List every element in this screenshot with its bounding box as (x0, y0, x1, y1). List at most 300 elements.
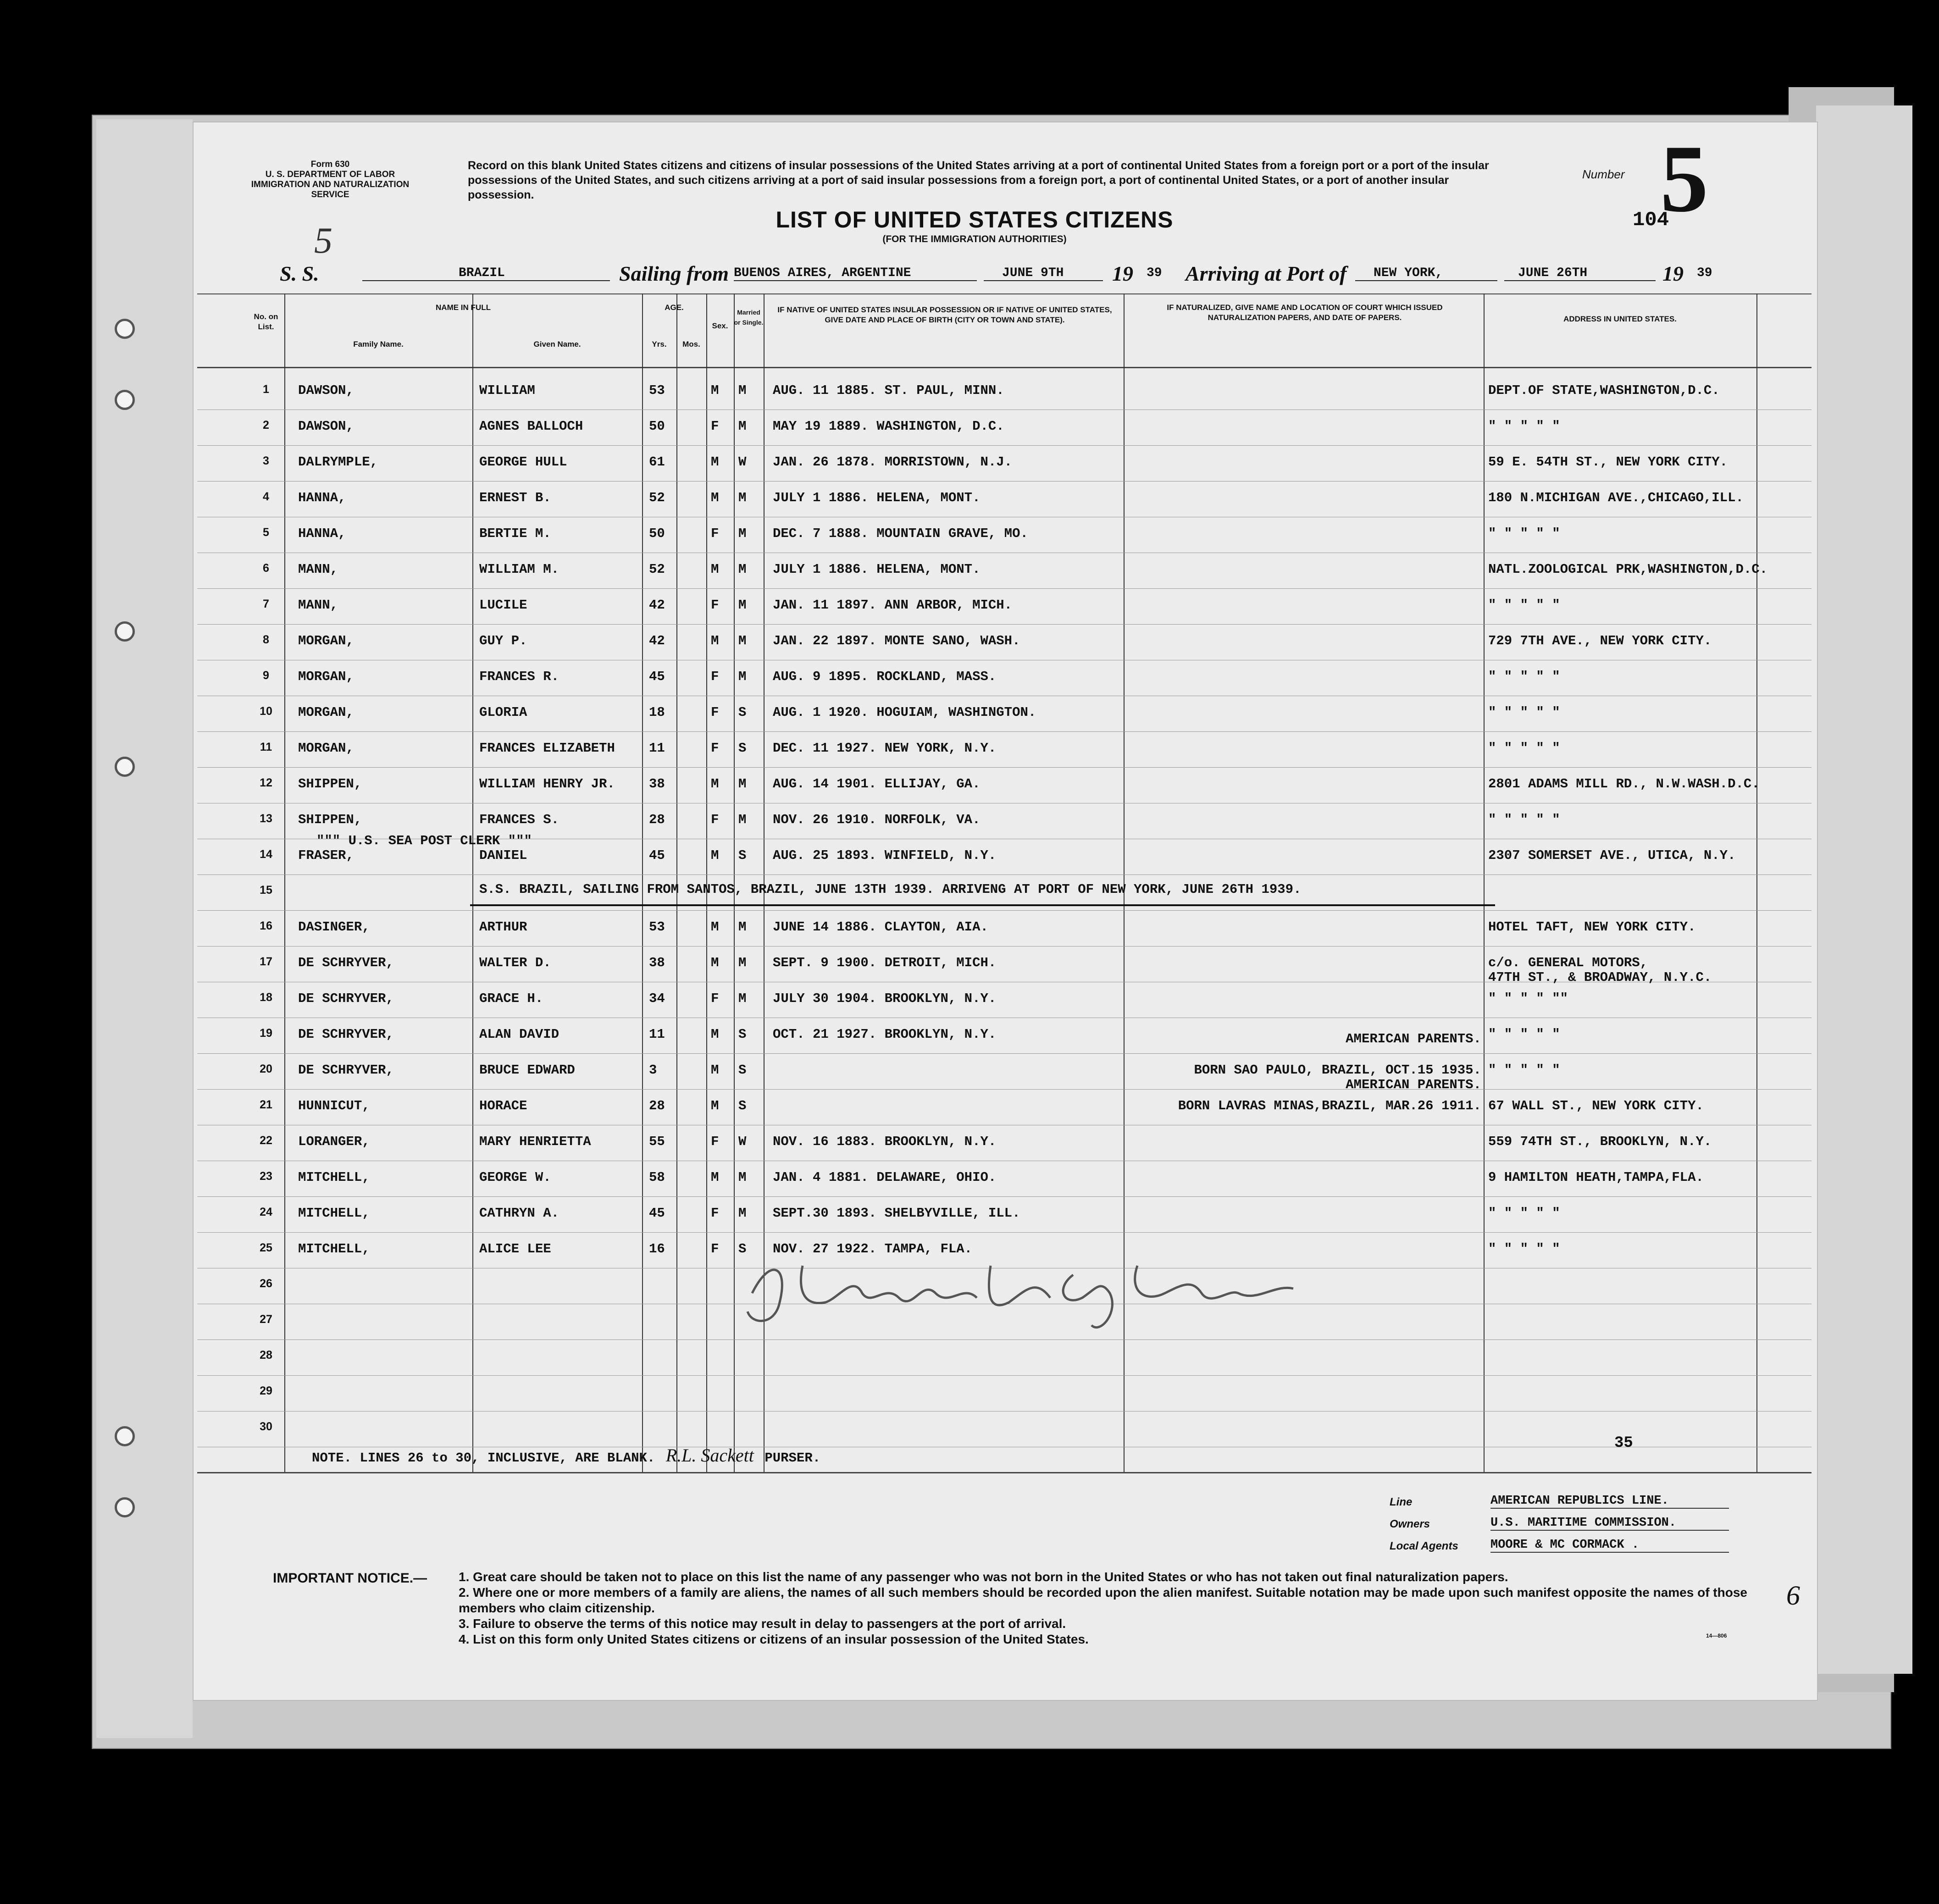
cell-ms: M (738, 598, 747, 613)
form-number: Form 630 (310, 160, 350, 169)
sailing-date: JUNE 9TH (984, 266, 1103, 281)
cell-birth: AUG. 9 1895. ROCKLAND, MASS. (773, 669, 997, 684)
cell-addr: c/o. GENERAL MOTORS, (1488, 955, 1648, 970)
cell-age: 55 (649, 1134, 665, 1149)
cell-addr: 2801 ADAMS MILL RD., N.W.WASH.D.C. (1488, 776, 1760, 791)
cell-n: 7 (263, 598, 269, 610)
cell-sex: F (711, 705, 719, 720)
cell-family: MANN, (298, 598, 338, 613)
cell-sex: F (711, 598, 719, 613)
cell-addr: DEPT.OF STATE,WASHINGTON,D.C. (1488, 383, 1720, 398)
table-border (197, 1472, 1812, 1473)
line-value: AMERICAN REPUBLICS LINE. (1490, 1494, 1729, 1509)
cell-family: SHIPPEN, (298, 776, 362, 791)
cell-n: 27 (260, 1313, 272, 1326)
owners-value: U.S. MARITIME COMMISSION. (1490, 1516, 1729, 1531)
cell-given: GUY P. (479, 633, 527, 648)
cell-sex: F (711, 1241, 719, 1256)
note (312, 1445, 820, 1466)
table-row (197, 629, 1812, 664)
cell-addr: NATL.ZOOLOGICAL PRK,WASHINGTON,D.C. (1488, 562, 1768, 577)
table-row (197, 664, 1812, 700)
row-rule (197, 1339, 1812, 1340)
table-row (197, 986, 1812, 1022)
cell-family: DASINGER, (298, 919, 370, 935)
cell-family: MORGAN, (298, 741, 354, 756)
cell-birth: AUG. 25 1893. WINFIELD, N.Y. (773, 848, 997, 863)
cell-sex: F (711, 526, 719, 541)
form-id: 14—806 (1706, 1633, 1727, 1639)
cell-addr: " " " " " (1488, 1063, 1560, 1078)
cell-birth: OCT. 21 1927. BROOKLYN, N.Y. (773, 1027, 997, 1042)
cell-birth: DEC. 7 1888. MOUNTAIN GRAVE, MO. (773, 526, 1028, 541)
cell-age: 18 (649, 705, 665, 720)
cell-ms: M (738, 1170, 747, 1185)
cell-addr: HOTEL TAFT, NEW YORK CITY. (1488, 919, 1696, 935)
cell-age: 52 (649, 562, 665, 577)
cell-age: 53 (649, 919, 665, 935)
cell-family: SHIPPEN, (298, 812, 362, 827)
sailing-port: BUENOS AIRES, ARGENTINE (734, 266, 977, 281)
col-family: Family Name. (353, 340, 404, 349)
row-rule (197, 767, 1812, 768)
cell-sex: M (711, 919, 719, 935)
col-given: Given Name. (533, 340, 581, 349)
cell-birth: SEPT.30 1893. SHELBYVILLE, ILL. (773, 1206, 1020, 1221)
notice-item: 1. Great care should be taken not to place on this list the name of any passenger who was not born in the United States or who has not taken out final naturalization papers. (459, 1570, 1508, 1584)
cell-addr: " " " " " (1488, 705, 1560, 720)
form-ident (238, 160, 422, 200)
binding-hole-icon (115, 1497, 135, 1517)
cell-sex: F (711, 419, 719, 434)
line-label: Line (1390, 1496, 1413, 1508)
cell-family: MITCHELL, (298, 1241, 370, 1256)
cell-birth: JULY 30 1904. BROOKLYN, N.Y. (773, 991, 997, 1006)
cell-n: 29 (260, 1384, 272, 1397)
cell-age: 34 (649, 991, 665, 1006)
table-row (197, 772, 1812, 808)
col-age: AGE. (665, 303, 684, 312)
table-row (197, 486, 1812, 521)
cell-n: 6 (263, 562, 269, 575)
cell-n: 1 (263, 383, 269, 396)
row-rule (197, 1232, 1812, 1233)
arriving-port: NEW YORK, (1355, 266, 1497, 281)
cell-birth: JULY 1 1886. HELENA, MONT. (773, 490, 981, 505)
cell-addr: " " " " " (1488, 741, 1560, 756)
cell-given: BERTIE M. (479, 526, 551, 541)
cell-sex: M (711, 1027, 719, 1042)
cell-ms: S (738, 1241, 747, 1256)
ship-name: BRAZIL (362, 266, 610, 281)
cell-ms: S (738, 848, 747, 863)
cell-n: 13 (260, 812, 272, 825)
sailing-label: Sailing from (619, 262, 729, 285)
cell-given: ARTHUR (479, 919, 527, 935)
row-rule (197, 1196, 1812, 1197)
table-row (197, 915, 1812, 951)
cell-ms: M (738, 419, 747, 434)
cell-family: DE SCHRYVER, (298, 991, 394, 1006)
col-name-in-full: NAME IN FULL (436, 303, 491, 312)
cell-n: 16 (260, 919, 272, 932)
cell-n: 4 (263, 490, 269, 503)
purser-signature: R.L. Sackett (665, 1445, 754, 1466)
table-border (197, 293, 1812, 294)
cell-sex: M (711, 454, 719, 470)
cell-given: CATHRYN A. (479, 1206, 560, 1221)
table-row (197, 1344, 1812, 1380)
arriving-year-prefix: 19 (1662, 262, 1684, 285)
row-rule (197, 624, 1812, 625)
cell-given: MARY HENRIETTA (479, 1134, 591, 1149)
arriving-label: Arriving at Port of (1186, 262, 1347, 285)
cell-age: 42 (649, 598, 665, 613)
instructions: Record on this blank United States citizens and citizens of insular possessions of the United States arriving at a port of continental United States from a foreign port or a port of the insular possessions of the United States, and such citizens arriving at a port of said insular possessions from a foreign port, a port of continental United States, or a port of another insular possession. (468, 159, 1489, 201)
cell-family: HUNNICUT, (298, 1098, 370, 1113)
cell-n: 10 (260, 705, 272, 718)
cell-sex: M (711, 776, 719, 791)
cell-n: 19 (260, 1027, 272, 1040)
cell-age: 28 (649, 812, 665, 827)
col-yrs: Yrs. (652, 340, 667, 349)
cell-given: WALTER D. (479, 955, 551, 970)
cell-sex: F (711, 991, 719, 1006)
purser-label: PURSER. (765, 1450, 821, 1466)
sheet-number: 104 (1633, 209, 1669, 232)
cell-n: 22 (260, 1134, 272, 1147)
cell-sex: F (711, 812, 719, 827)
cell-n: 25 (260, 1241, 272, 1254)
back-page (1816, 105, 1912, 1674)
cell-n: 11 (260, 741, 272, 753)
binding-hole-icon (115, 621, 135, 642)
binding-hole-icon (115, 319, 135, 339)
cell-given: GEORGE W. (479, 1170, 551, 1185)
notice-title: IMPORTANT NOTICE.— (273, 1571, 427, 1586)
col-naturalized: IF NATURALIZED, GIVE NAME AND LOCATION OF COURT WHICH ISSUED NATURALIZATION PAPERS, AND DATE OF PAPERS. (1167, 303, 1443, 322)
cell-birth: JAN. 4 1881. DELAWARE, OHIO. (773, 1170, 997, 1185)
cell-given: WILLIAM HENRY JR. (479, 776, 615, 791)
cell-addr: " " " " " (1488, 1027, 1560, 1042)
cell-family: HANNA, (298, 526, 346, 541)
handwritten-mark: 5 (314, 221, 332, 261)
cell-family: DAWSON, (298, 383, 354, 398)
cell-birth: SEPT. 9 1900. DETROIT, MICH. (773, 955, 997, 970)
cell-n: 30 (260, 1420, 272, 1433)
cell-addr: 559 74TH ST., BROOKLYN, N.Y. (1488, 1134, 1712, 1149)
cell-family: MORGAN, (298, 633, 354, 648)
cell-naturalized: BORN SAO PAULO, BRAZIL, OCT.15 1935. (1194, 1063, 1481, 1078)
table-row (197, 700, 1812, 736)
cell-n: 3 (263, 454, 269, 467)
cell-age: 45 (649, 669, 665, 684)
table-row (197, 736, 1812, 772)
cell-ms: S (738, 1027, 747, 1042)
cell-given: GRACE H. (479, 991, 543, 1006)
cell-age: 42 (649, 633, 665, 648)
cell-birth: AUG. 11 1885. ST. PAUL, MINN. (773, 383, 1004, 398)
cell-ms: M (738, 562, 747, 577)
cell-addr: " " " " "" (1488, 991, 1568, 1006)
cell-ms: S (738, 705, 747, 720)
cell-ms: W (738, 454, 747, 470)
cell-family: FRASER, (298, 848, 354, 863)
cell-sex: M (711, 848, 719, 863)
cell-sex: F (711, 1206, 719, 1221)
notice-item: 2. Where one or more members of a family are aliens, the names of all such members should be recorded upon the alien manifest. Suitable notation may be made upon such manifest opposite the names of those members who claim citizenship. (459, 1585, 1747, 1615)
sailing-year: 39 (1147, 266, 1162, 280)
cell-given: LUCILE (479, 598, 527, 613)
cell-age: 11 (649, 1027, 665, 1042)
cell-family: MORGAN, (298, 705, 354, 720)
cell-n: 23 (260, 1170, 272, 1183)
cell-given: FRANCES R. (479, 669, 560, 684)
col-birth: IF NATIVE OF UNITED STATES INSULAR POSSESSION OR IF NATIVE OF UNITED STATES, GIVE DATE AND PLACE OF BIRTH (CITY OR TOWN AND STATE). (777, 305, 1112, 324)
cell-age: 61 (649, 454, 665, 470)
cell-sex: M (711, 1170, 719, 1185)
cell-sex: M (711, 633, 719, 648)
table-row (197, 879, 1812, 915)
table-row (197, 378, 1812, 414)
cell-n: 24 (260, 1206, 272, 1218)
cell-birth: DEC. 11 1927. NEW YORK, N.Y. (773, 741, 997, 756)
cell-birth: JULY 1 1886. HELENA, MONT. (773, 562, 981, 577)
table-row (197, 450, 1812, 486)
cell-given: GLORIA (479, 705, 527, 720)
cell-birth: NOV. 16 1883. BROOKLYN, N.Y. (773, 1134, 997, 1149)
row-rule (197, 1375, 1812, 1376)
cell-birth: NOV. 27 1922. TAMPA, FLA. (773, 1241, 973, 1256)
cell-age: 38 (649, 955, 665, 970)
col-address: ADDRESS IN UNITED STATES. (1563, 315, 1677, 323)
cell-age: 3 (649, 1063, 657, 1078)
cell-ms: M (738, 991, 747, 1006)
cell-birth: JAN. 11 1897. ANN ARBOR, MICH. (773, 598, 1013, 613)
cell-n: 21 (260, 1098, 272, 1111)
agents-value: MOORE & MC CORMACK . (1490, 1538, 1729, 1553)
cell-addr: 67 WALL ST., NEW YORK CITY. (1488, 1098, 1704, 1113)
cell-sex: F (711, 669, 719, 684)
corner-note: 6 (1786, 1580, 1800, 1611)
table-row (197, 557, 1812, 593)
cell-naturalized: AMERICAN PARENTS. (1346, 1031, 1481, 1046)
cell-given: WILLIAM M. (479, 562, 560, 577)
cell-sex: M (711, 1098, 719, 1113)
cell-sex: M (711, 1063, 719, 1078)
table-row (197, 833, 1812, 879)
binding-hole-icon (115, 390, 135, 410)
cell-n: 14 (260, 848, 272, 861)
cell-age: 38 (649, 776, 665, 791)
cell-age: 58 (649, 1170, 665, 1185)
cell-addr-2: 47TH ST., & BROADWAY, N.Y.C. (1488, 970, 1712, 985)
cell-given: DANIEL (479, 848, 527, 863)
cell-ms: M (738, 955, 747, 970)
page-title: LIST OF UNITED STATES CITIZENS (776, 207, 1174, 232)
cell-age: 45 (649, 1206, 665, 1221)
row-rule (197, 588, 1812, 589)
cell-birth: JUNE 14 1886. CLAYTON, AIA. (773, 919, 988, 935)
cell-ms: M (738, 633, 747, 648)
cell-given: WILLIAM (479, 383, 535, 398)
row-rule (197, 481, 1812, 482)
table-row (197, 1165, 1812, 1201)
cell-family: LORANGER, (298, 1134, 370, 1149)
cell-age: 45 (649, 848, 665, 863)
cell-ms: M (738, 383, 747, 398)
cell-given: FRANCES S. (479, 812, 560, 827)
col-mos: Mos. (682, 340, 700, 349)
cell-n: 28 (260, 1349, 272, 1362)
cell-n: 15 (260, 884, 272, 897)
table-row (197, 951, 1812, 986)
cell-given: GEORGE HULL (479, 454, 567, 470)
row-rule (197, 731, 1812, 732)
cell-addr: " " " " " (1488, 419, 1560, 434)
row-rule (197, 1053, 1812, 1054)
cell-n: 9 (263, 669, 269, 682)
binding-hole-icon (115, 1426, 135, 1446)
department: U. S. DEPARTMENT OF LABOR (265, 170, 395, 179)
cell-family: DALRYMPLE, (298, 454, 378, 470)
cell-birth: NOV. 26 1910. NORFOLK, VA. (773, 812, 981, 827)
cell-n: 20 (260, 1063, 272, 1075)
cell-given: FRANCES ELIZABETH (479, 741, 615, 756)
cell-ms: S (738, 741, 747, 756)
cell-addr: 9 HAMILTON HEATH,TAMPA,FLA. (1488, 1170, 1704, 1185)
cell-addr: " " " " " (1488, 669, 1560, 684)
table-row (197, 521, 1812, 557)
cell-given: HORACE (479, 1098, 527, 1113)
cell-age: 28 (649, 1098, 665, 1113)
cell-ms: W (738, 1134, 747, 1149)
notice-item: 3. Failure to observe the terms of this notice may result in delay to passengers at the port of arrival. (459, 1616, 1066, 1631)
cell-family: MANN, (298, 562, 338, 577)
cell-ms: S (738, 1098, 747, 1113)
cell-sex: F (711, 1134, 719, 1149)
row-rule (197, 1089, 1812, 1090)
table-row (197, 414, 1812, 450)
cell-naturalized: BORN LAVRAS MINAS,BRAZIL, MAR.26 1911. (1178, 1098, 1481, 1113)
col-married: Married or Single. (734, 309, 764, 326)
cell-n: 12 (260, 776, 272, 789)
cell-sex: M (711, 955, 719, 970)
inspector-signature (734, 1238, 1321, 1339)
notice-item: 4. List on this form only United States citizens or citizens of an insular possession of the United States. (459, 1632, 1089, 1646)
cell-ms: M (738, 812, 747, 827)
binding-hole-icon (115, 757, 135, 777)
cell-sex: M (711, 490, 719, 505)
cell-addr: 729 7TH AVE., NEW YORK CITY. (1488, 633, 1712, 648)
cell-family: MITCHELL, (298, 1206, 370, 1221)
cell-addr: 59 E. 54TH ST., NEW YORK CITY. (1488, 454, 1728, 470)
cell-addr: " " " " " (1488, 1241, 1560, 1256)
col-no: No. on List. (254, 312, 278, 331)
cell-family: DE SCHRYVER, (298, 955, 394, 970)
cell-birth: JAN. 22 1897. MONTE SANO, WASH. (773, 633, 1020, 648)
cell-n: 26 (260, 1277, 272, 1290)
cell-given: AGNES BALLOCH (479, 419, 583, 434)
number-label: Number (1582, 167, 1625, 181)
binding-strip (96, 119, 193, 1738)
cell-given: ALAN DAVID (479, 1027, 560, 1042)
cell-age: 16 (649, 1241, 665, 1256)
cell-sex: F (711, 741, 719, 756)
cell-family: MORGAN, (298, 669, 354, 684)
cell-age: 11 (649, 741, 665, 756)
cell-n: 17 (260, 955, 272, 968)
cell-n: 2 (263, 419, 269, 432)
cell-family: MITCHELL, (298, 1170, 370, 1185)
table-row (197, 1129, 1812, 1165)
cell-n: 5 (263, 526, 269, 539)
cell-age: 50 (649, 526, 665, 541)
sailing-year-prefix: 19 (1112, 262, 1133, 285)
cell-ms: M (738, 1206, 747, 1221)
cell-given: BRUCE EDWARD (479, 1063, 575, 1078)
cell-birth: AUG. 14 1901. ELLIJAY, GA. (773, 776, 981, 791)
table-row (197, 593, 1812, 629)
cell-age: 52 (649, 490, 665, 505)
cell-given: ALICE LEE (479, 1241, 551, 1256)
cell-given: ERNEST B. (479, 490, 551, 505)
cell-birth: MAY 19 1889. WASHINGTON, D.C. (773, 419, 1004, 434)
table-row (197, 1022, 1812, 1058)
cell-ms: M (738, 776, 747, 791)
cell-addr: 180 N.MICHIGAN AVE.,CHICAGO,ILL. (1488, 490, 1744, 505)
cell-ms: S (738, 1063, 747, 1078)
cell-age: 50 (649, 419, 665, 434)
row15-underline (470, 904, 1495, 906)
cell-addr: " " " " " (1488, 526, 1560, 541)
number-value: 5 (1660, 126, 1708, 232)
ss-label: S. S. (280, 262, 319, 285)
cell-addr: " " " " " (1488, 812, 1560, 827)
cell-family: DAWSON, (298, 419, 354, 434)
cell-birth: AUG. 1 1920. HOGUIAM, WASHINGTON. (773, 705, 1036, 720)
cell-family: DE SCHRYVER, (298, 1027, 394, 1042)
service: IMMIGRATION AND NATURALIZATION SERVICE (251, 180, 410, 199)
note-text: NOTE. LINES 26 to 30, INCLUSIVE, ARE BLANK. (312, 1450, 655, 1466)
col-sex: Sex. (712, 321, 728, 330)
cell-ms: M (738, 919, 747, 935)
row-rule (197, 910, 1812, 911)
cell-birth: JAN. 26 1878. MORRISTOWN, N.J. (773, 454, 1013, 470)
cell-family: DE SCHRYVER, (298, 1063, 394, 1078)
arriving-date: JUNE 26TH (1504, 266, 1656, 281)
cell-n: 18 (260, 991, 272, 1004)
row-rule (197, 445, 1812, 446)
table-row (197, 1380, 1812, 1416)
cell-sex: M (711, 383, 719, 398)
cell-addr: " " " " " (1488, 1206, 1560, 1221)
cell-family: HANNA, (298, 490, 346, 505)
cell-age: 53 (649, 383, 665, 398)
cell-sex: M (711, 562, 719, 577)
cell-prefix: """ U.S. SEA POST CLERK """ (316, 833, 532, 848)
cell-addr: " " " " " (1488, 598, 1560, 613)
cell-addr: 2307 SOMERSET AVE., UTICA, N.Y. (1488, 848, 1736, 863)
table-row (197, 1201, 1812, 1237)
page-total: 35 (1614, 1434, 1633, 1452)
page-subtitle: (FOR THE IMMIGRATION AUTHORITIES) (882, 234, 1067, 244)
table-row (197, 1094, 1812, 1129)
agents-label: Local Agents (1390, 1540, 1458, 1552)
table-row (197, 1058, 1812, 1094)
owners-label: Owners (1390, 1518, 1430, 1530)
header-rule (197, 367, 1812, 368)
